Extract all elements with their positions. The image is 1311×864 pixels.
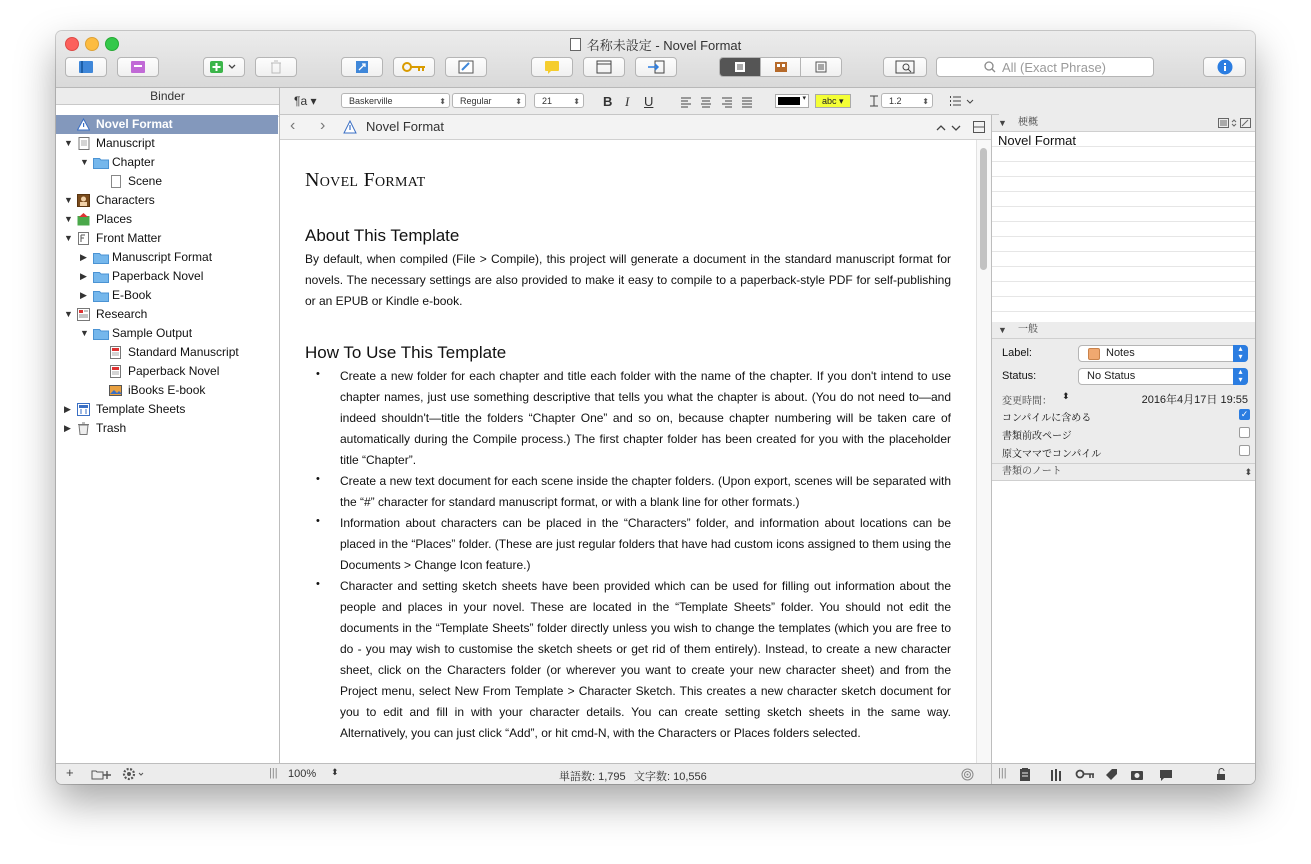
binder-item[interactable]: Standard Manuscript xyxy=(56,343,278,362)
stepper-icon: ▴ ▾ xyxy=(1233,368,1248,385)
expand-icon xyxy=(355,60,369,74)
search-doc-icon xyxy=(895,60,915,74)
inspector-tabs[interactable] xyxy=(1019,768,1249,782)
keywords-button[interactable] xyxy=(393,57,435,77)
paragraph: By default, when compiled (File > Compile), this project will generate a document in the standard manuscript format for novels. The necessary settings are also provided to make it easy to compile to a paperback-style PDF for self-publishing or an EPUB or Kindle e-book. xyxy=(305,252,951,308)
inspector-button[interactable] xyxy=(1203,57,1246,77)
line-spacing-select[interactable]: 1.2 ⬍ xyxy=(881,93,933,108)
split-editor-icon[interactable] xyxy=(973,121,985,133)
include-compile-label: コンパイルに含める xyxy=(1002,413,1092,424)
lock-icon xyxy=(1217,769,1225,781)
font-size-select[interactable]: 21 ⬍ xyxy=(534,93,584,108)
status-select[interactable]: No Status ▴ ▾ xyxy=(1078,368,1248,385)
disclosure-triangle-icon[interactable]: ▶ xyxy=(80,271,87,281)
align-left-icon xyxy=(681,98,691,107)
comments-tab-icon xyxy=(1160,770,1172,781)
layout-button[interactable] xyxy=(583,57,625,77)
stepper-icon: ⬍ xyxy=(515,97,522,106)
corkboard-icon xyxy=(774,61,788,73)
pdf-icon xyxy=(109,346,122,359)
italic-button[interactable]: I xyxy=(625,94,630,109)
keywords-tab-icon xyxy=(1077,771,1095,779)
trash-button[interactable] xyxy=(255,57,297,77)
binder-item[interactable]: ▼ Front Matter xyxy=(56,229,278,248)
editor-doc-title[interactable]: Novel Format xyxy=(366,119,445,134)
format-bar xyxy=(280,88,999,115)
line-spacing-icon xyxy=(869,95,879,107)
heading-how-to-use: How To Use This Template xyxy=(305,343,507,362)
comment-icon xyxy=(544,60,560,74)
synopsis-mode-icon[interactable] xyxy=(1218,118,1252,128)
stepper-icon: ⬍ xyxy=(439,97,446,106)
disclosure-triangle-icon[interactable]: ▼ xyxy=(998,118,1007,128)
editor-footer xyxy=(263,763,992,784)
disclosure-triangle-icon[interactable]: ▶ xyxy=(64,404,71,414)
manuscript-icon xyxy=(77,137,90,150)
list-icon[interactable] xyxy=(949,96,975,107)
label-caption: Label: xyxy=(1002,347,1032,359)
disclosure-triangle-icon[interactable]: ▼ xyxy=(64,233,73,243)
scrivenings-view-button[interactable] xyxy=(720,58,761,76)
window-title: 名称未設定 - Novel Format xyxy=(56,35,1255,54)
stepper-icon: ⬍ xyxy=(573,97,580,106)
trash-icon xyxy=(77,422,90,435)
folder-icon xyxy=(93,270,109,283)
compile-icon xyxy=(647,60,665,74)
image-icon xyxy=(109,384,122,397)
binder-item[interactable]: ▼ Research xyxy=(56,305,278,324)
add-icon xyxy=(209,60,239,74)
stepper-icon: ⬍ xyxy=(922,97,929,106)
font-family-select[interactable]: Baskerville ⬍ xyxy=(341,93,450,108)
binder-item[interactable]: Paperback Novel xyxy=(56,362,278,381)
template-icon xyxy=(77,403,90,416)
binder-item[interactable]: ▼ Places xyxy=(56,210,278,229)
align-center-icon xyxy=(701,98,711,107)
align-right-icon xyxy=(722,98,732,107)
bullet-marker: • xyxy=(316,473,320,485)
modified-date: 2016年4月17日 19:55 xyxy=(1141,394,1248,406)
page-break-label: 書類前改ページ xyxy=(1002,431,1072,442)
bullet-marker: • xyxy=(316,515,320,527)
binder-item[interactable]: ▶ Manuscript Format xyxy=(56,248,278,267)
splitter-handle-icon[interactable]: ||| xyxy=(998,767,1007,779)
toolbar xyxy=(56,31,1255,88)
binder-item[interactable]: ▼ Characters xyxy=(56,191,278,210)
stepper-icon: ▴ ▾ xyxy=(1233,345,1248,362)
binder-footer xyxy=(56,763,280,784)
stepper-icon[interactable]: ⬍ xyxy=(1244,467,1252,477)
splitter-handle-icon[interactable]: ||| xyxy=(269,767,278,779)
notes-header: 書類のノート ⬍ xyxy=(992,463,1255,481)
back-button[interactable]: ‹ xyxy=(290,117,296,134)
window-icon xyxy=(596,60,612,74)
folder-icon xyxy=(93,327,109,340)
app-window xyxy=(56,31,1255,784)
quick-search-button[interactable] xyxy=(883,57,927,77)
disclosure-triangle-icon[interactable]: ▶ xyxy=(80,290,87,300)
search-input[interactable]: All (Exact Phrase) xyxy=(936,57,1154,77)
comment-button[interactable] xyxy=(531,57,573,77)
collections-icon xyxy=(130,60,146,74)
prev-next-icon[interactable] xyxy=(936,123,966,133)
collections-button[interactable] xyxy=(117,57,159,77)
font-weight-select[interactable]: Regular ⬍ xyxy=(452,93,526,108)
list-item: Create a new text document for each scene inside the chapter folders. (Upon export, scenes will be separated with the “#” character for standard manuscript format, or with a blank line for other formats.) xyxy=(340,474,951,509)
binder-header: Binder xyxy=(56,88,279,105)
alignment-buttons[interactable] xyxy=(680,97,760,108)
disclosure-triangle-icon[interactable]: ▼ xyxy=(64,309,73,319)
binder-panel xyxy=(56,88,280,763)
disclosure-triangle-icon[interactable]: ▼ xyxy=(64,138,73,148)
stepper-icon[interactable]: ⬍ xyxy=(331,767,339,777)
text-color-button[interactable] xyxy=(775,94,809,108)
pencil-icon xyxy=(458,60,474,74)
disclosure-triangle-icon[interactable]: ▼ xyxy=(998,325,1007,335)
custom-metadata-tab-icon xyxy=(1106,769,1117,780)
document-icon xyxy=(109,175,122,188)
binder-item[interactable]: Novel Format xyxy=(56,115,278,134)
modified-caption: 変更時間： xyxy=(1002,396,1052,407)
folder-icon xyxy=(93,251,109,264)
status-caption: Status: xyxy=(1002,370,1037,382)
add-document-button[interactable] xyxy=(203,57,245,77)
folder-icon xyxy=(93,289,109,302)
synopsis-text-area[interactable] xyxy=(992,132,1255,322)
pdf-icon xyxy=(109,365,122,378)
bullet-marker: • xyxy=(316,368,320,380)
disclosure-triangle-icon[interactable]: ▼ xyxy=(64,214,73,224)
binder-toggle-button[interactable] xyxy=(65,57,107,77)
disclosure-triangle-icon[interactable]: ▶ xyxy=(64,423,71,433)
scrollbar-thumb[interactable] xyxy=(980,148,987,270)
info-icon xyxy=(1217,59,1233,75)
compile-as-is-label: 原文ママでコンパイル xyxy=(1002,449,1102,460)
binder-item[interactable]: ▼ Manuscript xyxy=(56,134,278,153)
disclosure-triangle-icon[interactable]: ▼ xyxy=(64,195,73,205)
characters-icon xyxy=(77,194,90,207)
heading-about: About This Template xyxy=(305,226,460,245)
info-icon xyxy=(343,120,357,134)
document-icon xyxy=(570,38,581,51)
synopsis-header: ▼ 梗概 xyxy=(992,115,1255,132)
binder-item[interactable]: ▶ Trash xyxy=(56,419,278,438)
stepper-icon[interactable]: ⬍ xyxy=(1062,391,1070,401)
editor-text-area[interactable] xyxy=(280,140,976,763)
compile-as-is-checkbox[interactable] xyxy=(1239,445,1250,456)
list-item: Information about characters can be placed in the “Characters” folder, and information about locations can be placed in the “Places” folder. (These are just regular folders that have had custom icons assigned to them using the Documents > Change Icon feature.) xyxy=(340,516,952,572)
outline-icon xyxy=(815,61,827,73)
notes-tab-icon xyxy=(1020,768,1030,781)
trash-icon xyxy=(269,60,283,74)
list-item: Character and setting sketch sheets have been provided which can be used for filling out information about the people and places in your novel. These are located in the “Template Sheets” folder. You should not edit the documents in the “Template Sheets” folder directly unless you wish to change the templates (which you are free to do - you may wish to customise the sketch sheets or get rid of them entirely). Instead, to create a new character sheet, click on the Characters folder (or wherever you want to create your new character sheet) and from the Project menu, select New From Template > Character Sketch. This creates a new character sketch document for you to edit and fill in with your character details. You can create setting sketch sheets in the same way. Alternatively, you can just click “Add”, or hit cmd-N, with the Characters or Places folders selected. xyxy=(340,579,951,740)
char-count: 文字数: 10,556 xyxy=(634,771,707,783)
corkboard-view-button[interactable] xyxy=(761,58,802,76)
add-item-button[interactable]: + xyxy=(66,765,74,780)
search-icon xyxy=(984,61,996,73)
editor-header-bar xyxy=(280,115,999,140)
synopsis-title: Novel Format xyxy=(998,133,1077,148)
bullet-marker: • xyxy=(316,578,320,590)
highlight-color-button[interactable]: abc ▾ xyxy=(815,94,851,108)
label-select[interactable]: Notes ▴ ▾ xyxy=(1078,345,1248,362)
underline-button[interactable]: U xyxy=(644,94,654,109)
places-icon xyxy=(77,213,90,226)
word-count: 単語数: 1,795 xyxy=(559,771,626,783)
target-icon[interactable] xyxy=(961,768,974,781)
research-icon xyxy=(77,308,90,321)
add-folder-button[interactable] xyxy=(91,768,113,781)
binder-item[interactable]: ▼ Chapter xyxy=(56,153,278,172)
binder-icon xyxy=(78,60,94,74)
snapshots-tab-icon xyxy=(1131,771,1143,780)
folder-icon xyxy=(93,156,109,169)
info-icon xyxy=(77,118,90,131)
bold-button[interactable]: B xyxy=(603,94,613,109)
quickref-button[interactable] xyxy=(341,57,383,77)
label-color-swatch xyxy=(1088,348,1100,360)
front-matter-icon xyxy=(77,232,90,245)
paragraph-style-button[interactable]: ¶a ▾ xyxy=(294,94,317,108)
general-header: ▼ 一般 xyxy=(992,322,1255,339)
include-compile-checkbox[interactable]: ✓ xyxy=(1240,409,1249,419)
forward-button[interactable]: › xyxy=(320,117,326,134)
disclosure-triangle-icon[interactable]: ▶ xyxy=(80,252,87,262)
page-break-checkbox[interactable] xyxy=(1239,427,1250,438)
inspector-panel xyxy=(991,115,1255,763)
references-tab-icon xyxy=(1052,769,1060,781)
binder-item[interactable]: ▶ Template Sheets xyxy=(56,400,278,419)
outliner-view-button[interactable] xyxy=(801,58,841,76)
justify-icon xyxy=(742,98,752,107)
text-color-swatch xyxy=(778,97,800,105)
key-icon xyxy=(401,60,427,74)
edit-button[interactable] xyxy=(445,57,487,77)
gear-icon[interactable] xyxy=(122,767,146,781)
notes-text-area[interactable] xyxy=(992,481,1255,763)
compile-button[interactable] xyxy=(635,57,677,77)
binder-item[interactable]: ▶ Paperback Novel xyxy=(56,267,278,286)
binder-item[interactable]: iBooks E-book xyxy=(56,381,278,400)
view-mode-segment[interactable] xyxy=(719,57,842,77)
binder-item[interactable]: Scene xyxy=(56,172,278,191)
document-title: Novel Format xyxy=(305,169,426,191)
zoom-select[interactable]: 100% xyxy=(288,768,317,780)
inspector-footer xyxy=(991,763,1255,784)
disclosure-triangle-icon[interactable]: ▼ xyxy=(80,328,89,338)
binder-item[interactable]: ▶ E-Book xyxy=(56,286,278,305)
list-item: Create a new folder for each chapter and title each folder with the name of the chapter. If you don't intend to use chapter names, just use something descriptive that tells you what the chapter is about. (You do not need to—and indeed shouldn't—title the folders “Chapter One” and so on, because chapter numbering will be taken care of automatically during the Compile process.) The first chapter folder has been created for you with the placeholder title “Chapter”. xyxy=(340,369,951,467)
disclosure-triangle-icon[interactable]: ▼ xyxy=(80,157,89,167)
document-view-icon xyxy=(734,61,746,73)
editor-scrollbar[interactable] xyxy=(976,140,991,763)
binder-item[interactable]: ▼ Sample Output xyxy=(56,324,278,343)
chevron-down-icon: ▾ xyxy=(802,95,806,102)
